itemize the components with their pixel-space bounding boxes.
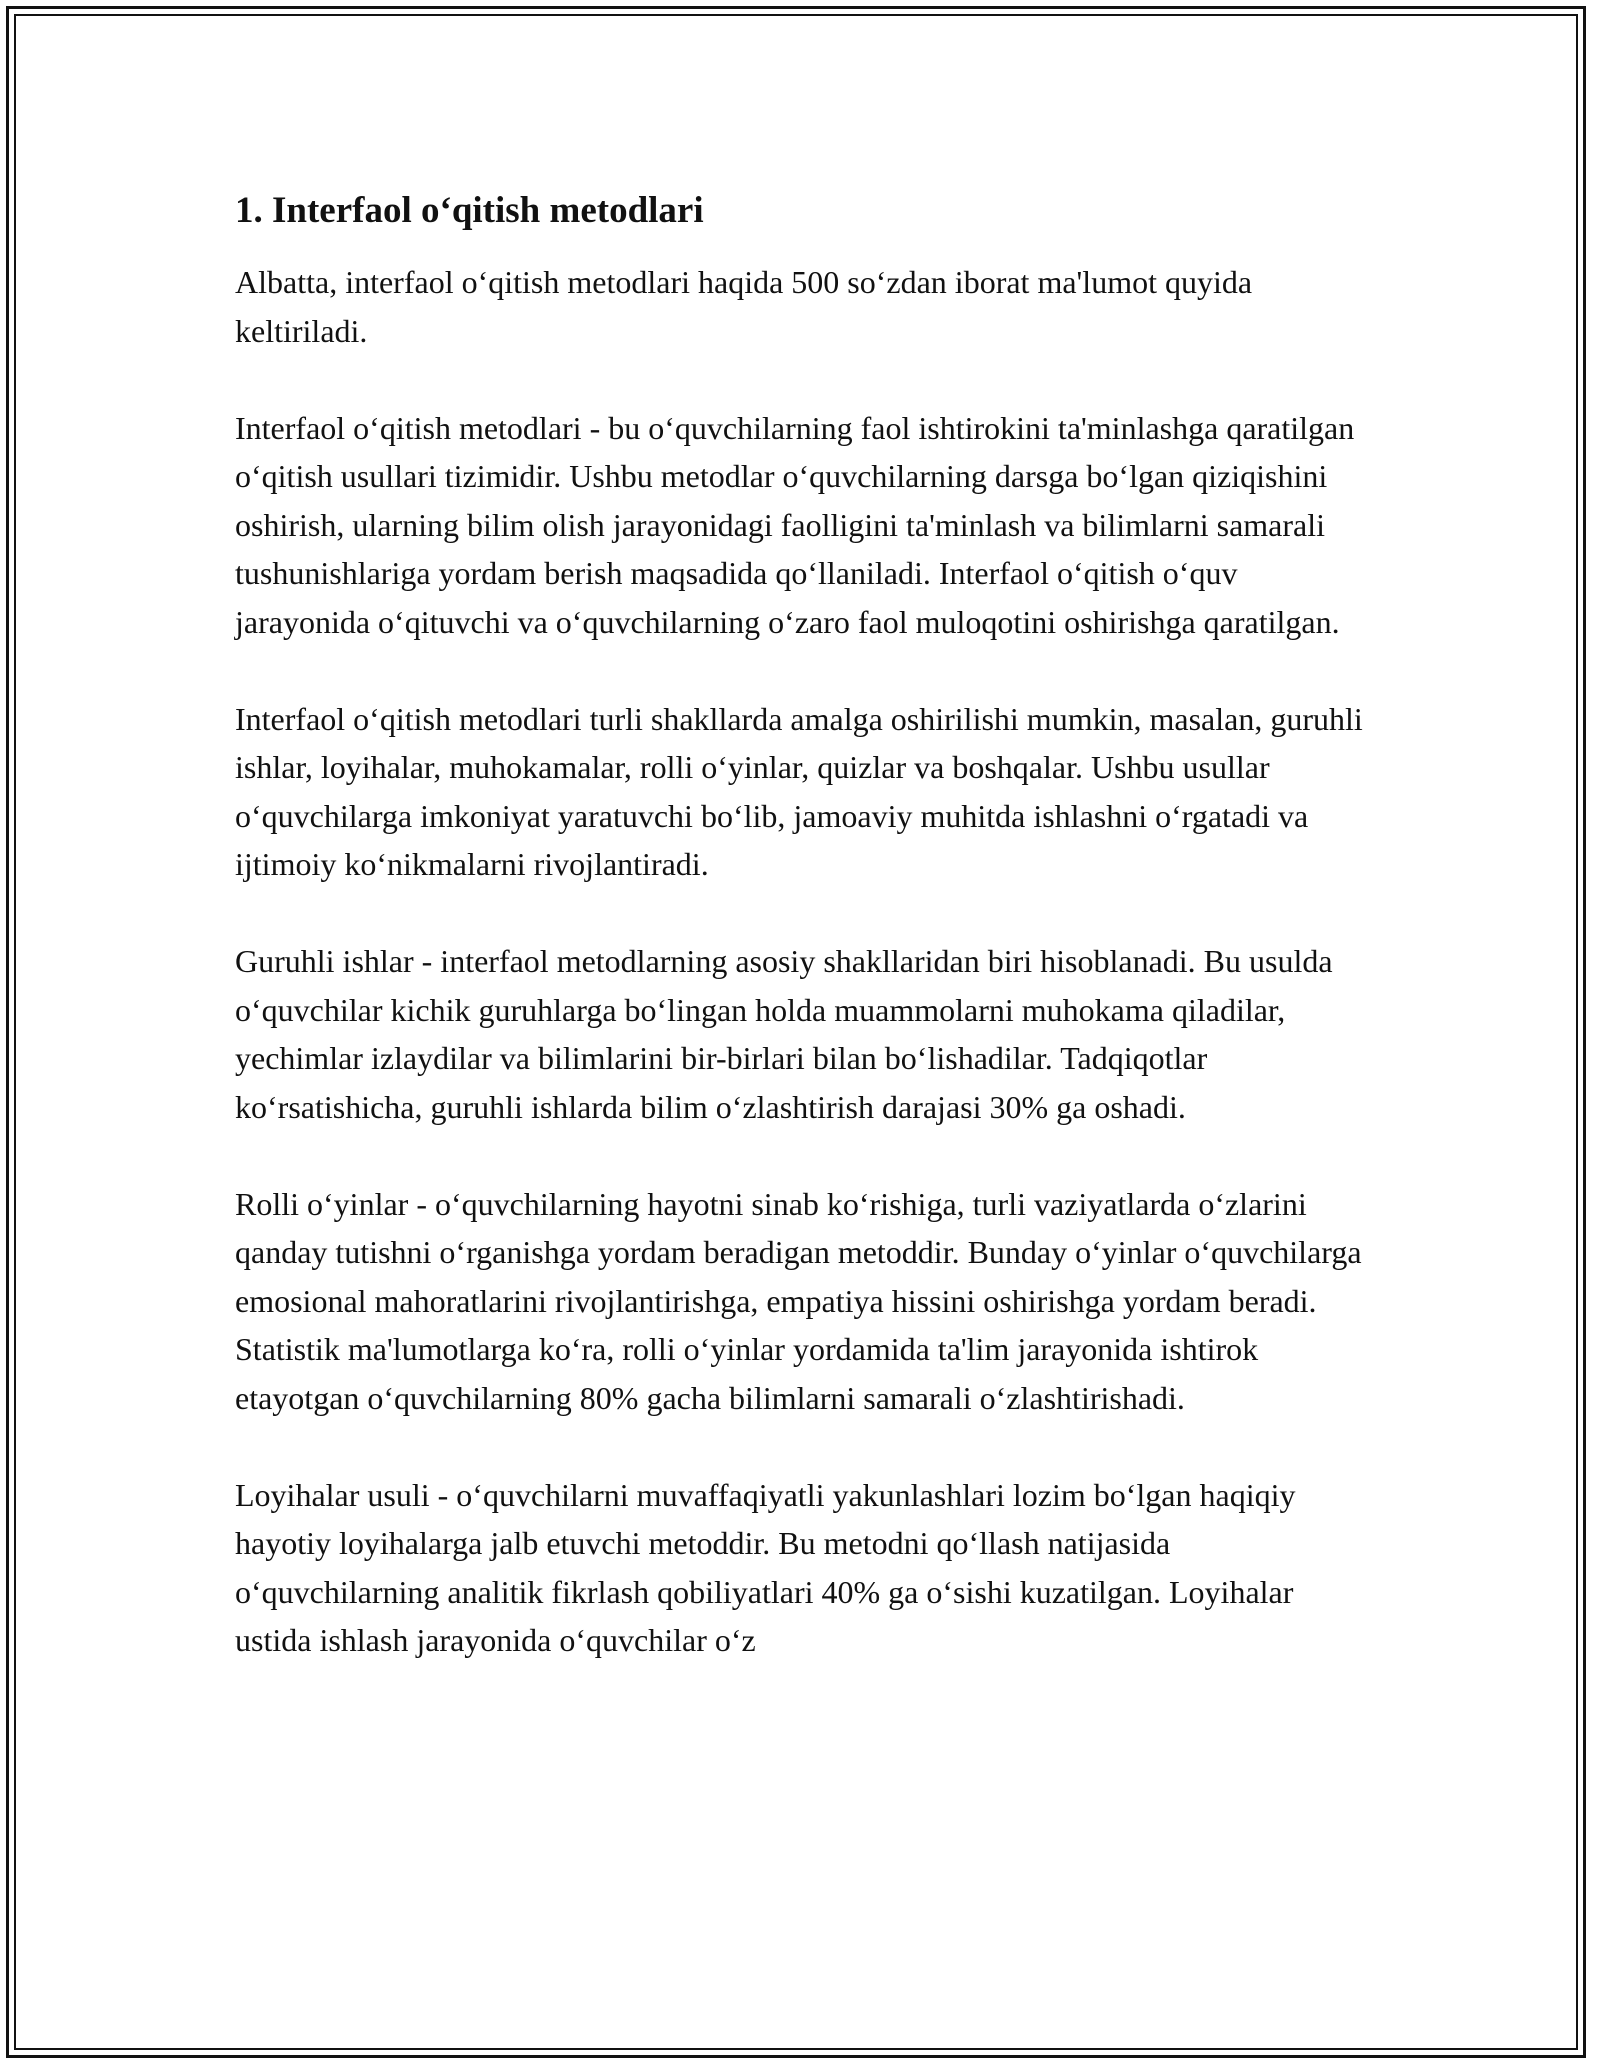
- paragraph-projects: Loyihalar usuli - o‘quvchilarni muvaffaqiyatli yakunlashlari lozim bo‘lgan haqiqiy hayotiy loyihalarga jalb etuvchi metoddir. Bu metodni qo‘llash natijasida o‘quvchilarning analitik fikrlash qobiliyatlari 40% ga o‘sishi kuzatilgan. Loyihalar ustida ishlash jarayonida o‘quvchilar o‘z: [235, 1476, 1296, 1658]
- paragraph-intro: Albatta, interfaol o‘qitish metodlari haqida 500 so‘zdan iborat ma'lumot quyida keltiriladi.: [235, 264, 1253, 349]
- paragraph-role-play: Rolli o‘yinlar - o‘quvchilarning hayotni sinab ko‘rishiga, turli vaziyatlarda o‘zlarini qanday tutishni o‘rganishga yordam beradigan metoddir. Bunday o‘yinlar o‘quvchilarga emosional mahoratlarini rivojlantirishga, empatiya hissini oshirishga yordam beradi. Statistik ma'lumotlarga ko‘ra, rolli o‘yinlar yordamida ta'lim jarayonida ishtirok etayotgan o‘quvchilarning 80% gacha bilimlarni samarali o‘zlashtirishadi.: [235, 1185, 1362, 1416]
- paragraph-group-work: Guruhli ishlar - interfaol metodlarning asosiy shakllaridan biri hisoblanadi. Bu usulda o‘quvchilar kichik guruhlarga bo‘lingan holda muammolarni muhokama qiladilar, yechimlar izlaydilar va bilimlarini bir-birlari bilan bo‘lishadilar. Tadqiqotlar ko‘rsatishicha, guruhli ishlarda bilim o‘zlashtirish darajasi 30% ga oshadi.: [235, 943, 1333, 1125]
- paragraph-forms: Interfaol o‘qitish metodlari turli shakllarda amalga oshirilishi mumkin, masalan, guruhli ishlar, loyihalar, muhokamalar, rolli o‘yinlar, quizlar va boshqalar. Ushbu usullar o‘quvchilarga imkoniyat yaratuvchi bo‘lib, jamoaviy muhitda ishlashni o‘rgatadi va ijtimoiy ko‘nikmalarni rivojlantiradi.: [235, 700, 1363, 882]
- section-heading: 1. Interfaol o‘qitish metodlari: [235, 190, 704, 231]
- paragraph-definition: Interfaol o‘qitish metodlari - bu o‘quvchilarning faol ishtirokini ta'minlashga qaratilgan o‘qitish usullari tizimidir. Ushbu metodlar o‘quvchilarning darsga bo‘lgan qiziqishini oshirish, ularning bilim olish jarayonidagi faolligini ta'minlash va bilimlarni samarali tushunishlariga yordam berish maqsadida qo‘llaniladi. Interfaol o‘qitish o‘quv jarayonida o‘qituvchi va o‘quvchilarning o‘zaro faol muloqotini oshirishga qaratilgan.: [235, 409, 1355, 640]
- document-body: [235, 186, 1375, 1713]
